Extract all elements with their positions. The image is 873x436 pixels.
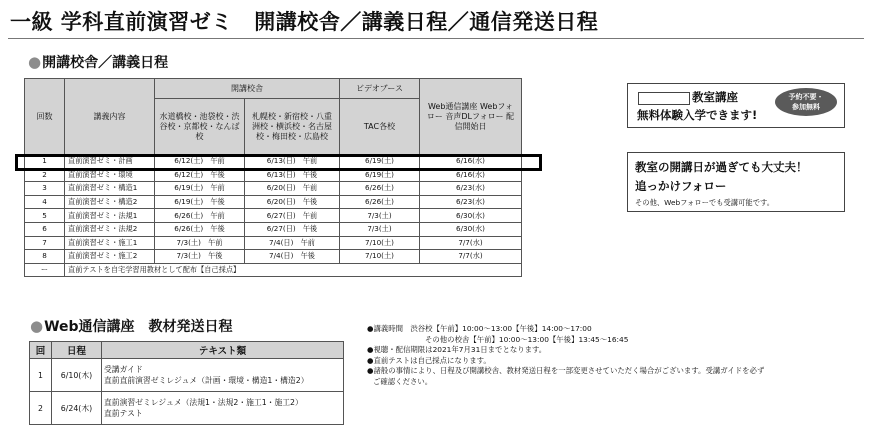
notes-block — [367, 324, 867, 387]
row-no: 1 — [30, 359, 52, 392]
title-divider — [8, 38, 864, 39]
row-campus-a: 6/19(土) 午後 — [155, 195, 245, 209]
follow-line1: 教室の開講日が過ぎても大丈夫！ — [635, 160, 808, 174]
row-video: 6/19(土) — [340, 168, 420, 182]
note-line: ●諸般の事情により、日程及び開講校舎、教材発送日程を一部変更させていただく場合がございます。受講ガイドを必ず — [367, 366, 765, 375]
schedule-table — [24, 78, 522, 277]
section-title: Web通信講座 教材発送日程 — [44, 319, 233, 335]
col-group-campus: 開講校舎 — [155, 79, 340, 99]
row-campus-a: 6/26(土) 午前 — [155, 209, 245, 223]
row-no: 1 — [25, 155, 65, 169]
table-row — [25, 209, 522, 223]
row-campus-a: 6/26(土) 午後 — [155, 222, 245, 236]
trial-line2: 無料体験入学できます! — [637, 108, 758, 122]
row-campus-b: 6/13(日) 午前 — [245, 155, 340, 169]
row-date: 6/24(木) — [52, 392, 102, 425]
col-group-video: ビデオブース — [340, 79, 420, 99]
note-line: ●講義時間 渋谷校【午前】10:00～13:00【午後】14:00～17:00 — [367, 324, 592, 333]
section-heading-schedule — [28, 52, 168, 72]
table-row — [25, 222, 522, 236]
row-texts — [102, 392, 344, 425]
row-web: 6/30(水) — [420, 222, 522, 236]
row-campus-b: 6/20(日) 午後 — [245, 195, 340, 209]
row-video: 6/26(土) — [340, 182, 420, 196]
note-line: ●視聴・配信期限は2021年7月31日までとなります。 — [367, 345, 547, 354]
row-no: 4 — [25, 195, 65, 209]
note-line: ●直前テストは自己採点になります。 — [367, 355, 491, 365]
text-line: 直前直前演習ゼミレジュメ（計画・環境・構造1・構造2） — [104, 376, 309, 385]
text-line: 直前演習ゼミレジュメ（法規1・法規2・施工1・施工2） — [104, 398, 303, 407]
row-campus-a: 6/19(土) 午前 — [155, 182, 245, 196]
col-header-campus-b: 札幌校・新宿校・八重洲校・横浜校・名古屋校・梅田校・広島校 — [245, 99, 340, 155]
col-header-no: 回 — [30, 342, 52, 359]
section-heading-shipping — [30, 316, 233, 336]
row-date: 6/10(木) — [52, 359, 102, 392]
row-campus-a: 6/12(土) 午後 — [155, 168, 245, 182]
table-row — [25, 236, 522, 250]
section-title: 開講校舎／講義日程 — [42, 55, 169, 71]
row-content: 直前演習ゼミ・法規1 — [65, 209, 155, 223]
row-campus-a: 7/3(土) 午前 — [155, 236, 245, 250]
trial-line1: 教室講座 — [692, 90, 738, 104]
shipping-table — [29, 341, 344, 425]
footer-note: 直前テストを自宅学習用教材として配布【自己採点】 — [65, 263, 522, 277]
row-campus-b: 6/27(日) 午後 — [245, 222, 340, 236]
col-header-campus-a: 水道橋校・池袋校・渋谷校・京都校・なんば校 — [155, 99, 245, 155]
row-campus-b: 6/27(日) 午前 — [245, 209, 340, 223]
row-content: 直前演習ゼミ・施工1 — [65, 236, 155, 250]
row-video: 6/19(土) — [340, 155, 420, 169]
bullet-icon: ● — [28, 53, 42, 71]
col-header-date: 日程 — [52, 342, 102, 359]
col-header-no: 回数 — [25, 79, 65, 155]
row-campus-b: 6/20(日) 午前 — [245, 182, 340, 196]
row-content: 直前演習ゼミ・構造1 — [65, 182, 155, 196]
row-highlight-box — [15, 154, 542, 171]
row-no: 5 — [25, 209, 65, 223]
trial-promo-box — [627, 83, 845, 128]
row-video: 7/3(土) — [340, 222, 420, 236]
col-header-web: Web通信講座 Webフォロー 音声DLフォロー 配信開始日 — [420, 79, 522, 155]
row-web: 7/7(水) — [420, 250, 522, 264]
row-no: 2 — [25, 168, 65, 182]
col-header-texts: テキスト類 — [102, 342, 344, 359]
row-content: 直前演習ゼミ・施工2 — [65, 250, 155, 264]
row-no: 6 — [25, 222, 65, 236]
follow-line2: 追っかけフォロー — [635, 179, 727, 193]
note-line: その他の校舎【午前】10:00～13:00【午後】13:45～16:45 — [425, 334, 629, 344]
row-web: 6/16(水) — [420, 168, 522, 182]
row-no: 8 — [25, 250, 65, 264]
badge-line2: 参加無料 — [792, 103, 820, 111]
row-video: 7/3(土) — [340, 209, 420, 223]
row-content: 直前演習ゼミ・環境 — [65, 168, 155, 182]
row-content: 直前演習ゼミ・構造2 — [65, 195, 155, 209]
badge-line1: 予約不要・ — [788, 93, 824, 101]
row-campus-b: 7/4(日) 午前 — [245, 236, 340, 250]
table-footer-row — [25, 263, 522, 277]
row-video: 7/10(土) — [340, 250, 420, 264]
row-video: 6/26(土) — [340, 195, 420, 209]
row-campus-a: 7/3(土) 午後 — [155, 250, 245, 264]
table-row — [25, 195, 522, 209]
bullet-icon: ● — [30, 317, 44, 335]
free-badge — [775, 88, 837, 116]
row-video: 7/10(土) — [340, 236, 420, 250]
row-web: 7/7(水) — [420, 236, 522, 250]
row-campus-b: 6/13(日) 午後 — [245, 168, 340, 182]
col-header-content: 講義内容 — [65, 79, 155, 155]
table-row — [25, 250, 522, 264]
row-web: 6/16(水) — [420, 155, 522, 169]
row-web: 6/30(水) — [420, 209, 522, 223]
page-title: 一級 学科直前演習ゼミ 開講校舎／講義日程／通信発送日程 — [10, 10, 599, 34]
row-campus-b: 7/4(日) 午後 — [245, 250, 340, 264]
row-no: 7 — [25, 236, 65, 250]
row-web: 6/23(水) — [420, 182, 522, 196]
note-line: ご確認ください。 — [373, 376, 433, 386]
col-header-video: TAC各校 — [340, 99, 420, 155]
table-row — [25, 182, 522, 196]
row-no: 2 — [30, 392, 52, 425]
follow-line3: その他、Webフォローでも受講可能です。 — [635, 198, 775, 207]
row-content: 直前演習ゼミ・法規2 — [65, 222, 155, 236]
row-content: 直前演習ゼミ・計画 — [65, 155, 155, 169]
row-web: 6/23(水) — [420, 195, 522, 209]
blank-label-box — [638, 92, 690, 105]
row-texts — [102, 359, 344, 392]
row-campus-a: 6/12(土) 午前 — [155, 155, 245, 169]
row-no: 3 — [25, 182, 65, 196]
footer-no: ー — [25, 263, 65, 277]
text-line: 直前テスト — [104, 409, 143, 418]
table-row — [30, 392, 344, 425]
text-line: 受講ガイド — [104, 365, 143, 374]
follow-promo-box — [627, 152, 845, 212]
table-row — [30, 359, 344, 392]
